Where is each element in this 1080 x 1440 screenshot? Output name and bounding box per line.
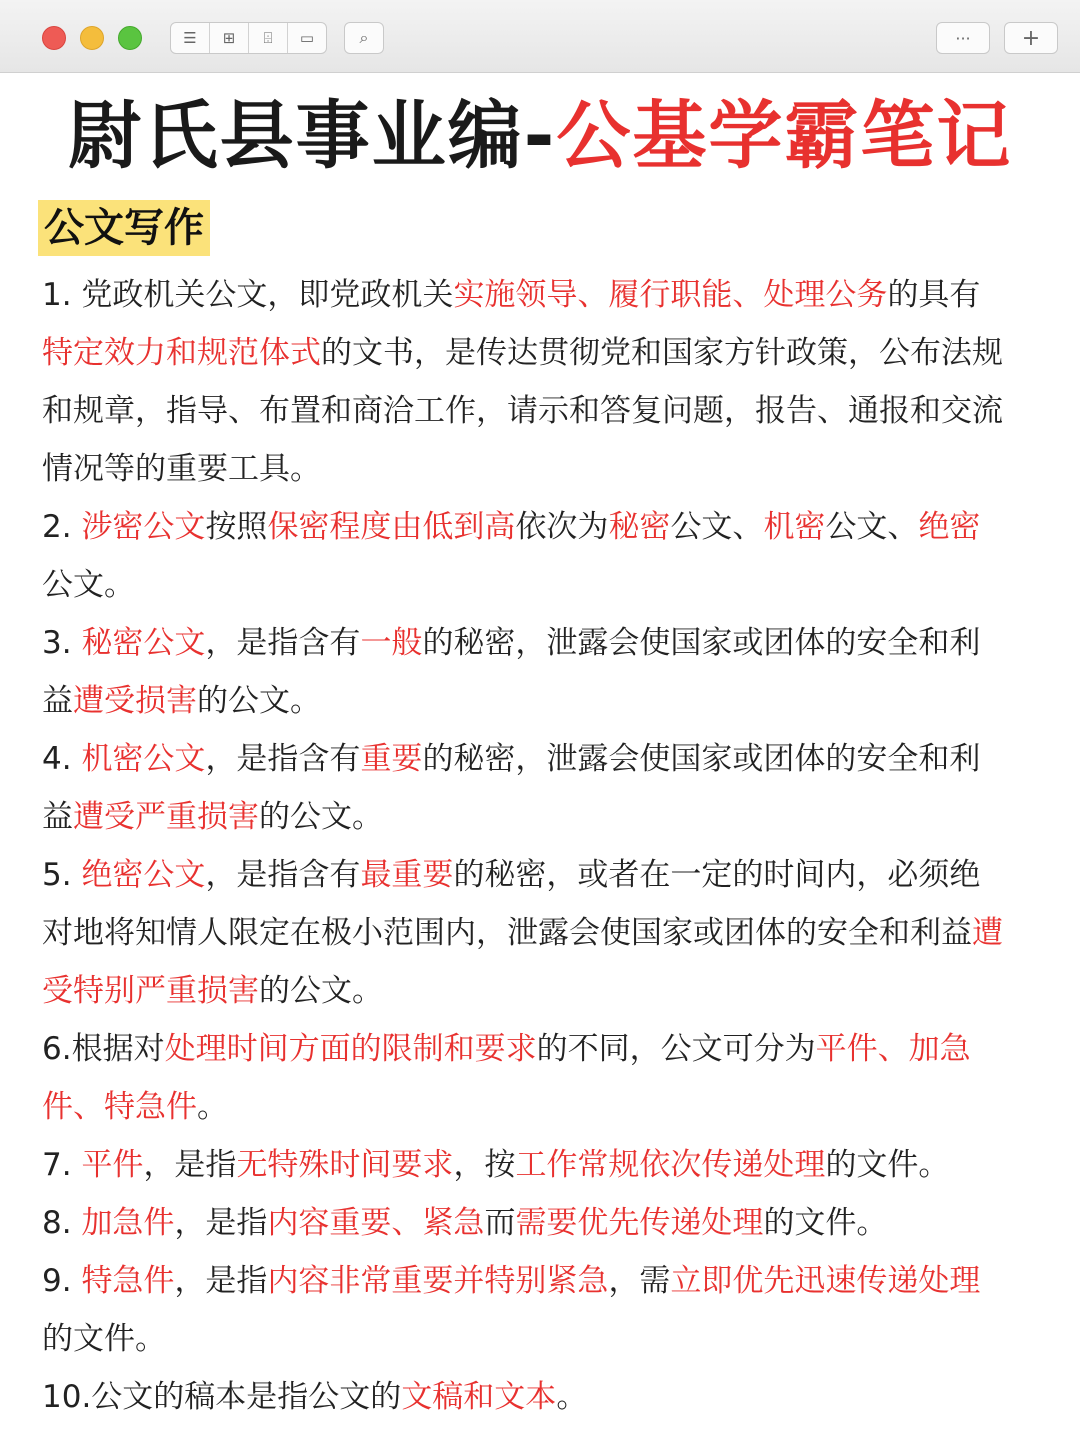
body-text: ，是指含有 [205,625,361,661]
highlighted-text: 特定效力和规范体式 [42,335,321,371]
body-text: 10.公文的稿本是指公文的 [42,1379,402,1415]
highlighted-text: 涉密公文 [81,509,206,545]
note-paragraph [42,498,1004,614]
body-text: 的秘密，泄露会使国家或团体的安全和利益 [42,741,981,835]
highlighted-text: 绝密 [918,509,981,545]
highlighted-text: 一般 [360,625,423,661]
note-paragraph [42,266,1004,498]
minimize-window-button[interactable] [80,26,104,50]
body-text: 公文。 [42,567,135,603]
body-text: ，是指含有 [205,741,361,777]
highlighted-text: 文稿和文本 [401,1379,557,1415]
window-icon[interactable]: ▭ [299,28,315,47]
highlighted-text: 机密公文 [81,741,206,777]
title-part-red: 公基学霸笔记 [556,93,1013,179]
body-text: 公文、 [670,509,764,545]
highlighted-text: 遭受特别严重损害 [42,915,1003,1009]
body-text: 的公文。 [259,799,383,835]
zoom-window-button[interactable] [118,26,142,50]
highlighted-text: 保密程度由低到高 [267,509,516,545]
highlighted-text: 最重要 [360,857,454,893]
body-text: ，是指含有 [205,857,361,893]
highlighted-text: 绝密公文 [81,857,206,893]
body-text: 的不同，公文可分为 [536,1031,816,1067]
search-icon[interactable]: ⌕ [344,22,384,54]
body-text: 的文件。 [42,1321,166,1357]
highlighted-text: 平件 [81,1147,144,1183]
highlighted-text: 遭受严重损害 [73,799,259,835]
body-text: 6.根据对 [42,1031,165,1067]
note-paragraph [42,730,1004,846]
body-text: 4. [42,741,82,777]
body-text: 的公文。 [259,973,383,1009]
highlighted-text: 处理时间方面的限制和要求 [164,1031,537,1067]
highlighted-text: 遭受损害 [73,683,197,719]
title-part-black: 尉氏县事业编- [67,93,557,179]
highlighted-text: 特急件 [81,1263,175,1299]
section-heading: 公文写作 [38,200,210,256]
note-paragraph [42,846,1004,1020]
body-text: 而 [484,1205,516,1241]
body-text: ，需 [608,1263,671,1299]
highlighted-text: 无特殊时间要求 [236,1147,454,1183]
plus-icon[interactable]: + [1004,22,1058,54]
body-text: 7. [42,1147,82,1183]
highlighted-text: 平件、加急件、特急件 [42,1031,971,1125]
highlighted-text: 实施领导、履行职能、处理公务 [453,277,888,313]
highlighted-text: 立即优先迅速传递处理 [670,1263,981,1299]
highlighted-text: 重要 [360,741,423,777]
note-paragraph [42,1136,1004,1194]
highlighted-text: 秘密 [608,509,671,545]
window-toolbar [0,0,1080,73]
list-icon[interactable]: ☰ [171,23,210,53]
body-text: 5. [42,857,82,893]
body-text: 3. [42,625,82,661]
body-text: 的文书，是传达贯彻党和国家方针政策，公布法规和规章，指导、布置和商洽工作，请示和答复问题，报告、通报和交流情况等的重要工具。 [42,335,1003,487]
grid-icon[interactable]: ⊞ [210,23,249,53]
note-paragraph [42,1194,1004,1252]
body-text: 9. [42,1263,82,1299]
note-paragraph [42,1368,1004,1426]
body-text: 的秘密，或者在一定的时间内，必须绝对地将知情人限定在极小范围内，泄露会使国家或团体的安全和利益 [42,857,981,951]
body-text: 的具有 [887,277,981,313]
body-text: 1. 党政机关公文，即党政机关 [42,277,454,313]
body-text: 的文件。 [825,1147,950,1183]
note-paragraph [42,1252,1004,1368]
highlighted-text: 加急件 [81,1205,175,1241]
body-text: 的文件。 [763,1205,888,1241]
note-paragraph [42,614,1004,730]
body-text: 2. [42,509,82,545]
highlighted-text: 秘密公文 [81,625,206,661]
body-text: 8. [42,1205,82,1241]
notes-content [42,266,1004,1426]
note-paragraph [42,1020,1004,1136]
body-text: ，是指 [174,1263,268,1299]
highlighted-text: 机密 [763,509,826,545]
highlighted-text: 工作常规依次传递处理 [515,1147,826,1183]
body-text: 依次为 [515,509,609,545]
body-text: 公文、 [825,509,919,545]
body-text: ，是指 [143,1147,237,1183]
body-text: 。 [197,1089,228,1125]
view-mode-segmented-control [170,22,327,54]
body-text: 。 [556,1379,588,1415]
highlighted-text: 内容非常重要并特别紧急 [267,1263,609,1299]
body-text: 的秘密，泄露会使国家或团体的安全和利益 [42,625,981,719]
highlighted-text: 内容重要、紧急 [267,1205,485,1241]
close-window-button[interactable] [42,26,66,50]
body-text: ，是指 [174,1205,268,1241]
map-icon[interactable]: ⌹ [249,23,288,53]
body-text: ，按 [453,1147,516,1183]
more-icon[interactable]: ··· [936,22,990,54]
highlighted-text: 需要优先传递处理 [515,1205,764,1241]
body-text: 的公文。 [197,683,321,719]
body-text: 按照 [205,509,268,545]
page-title [0,88,1080,184]
